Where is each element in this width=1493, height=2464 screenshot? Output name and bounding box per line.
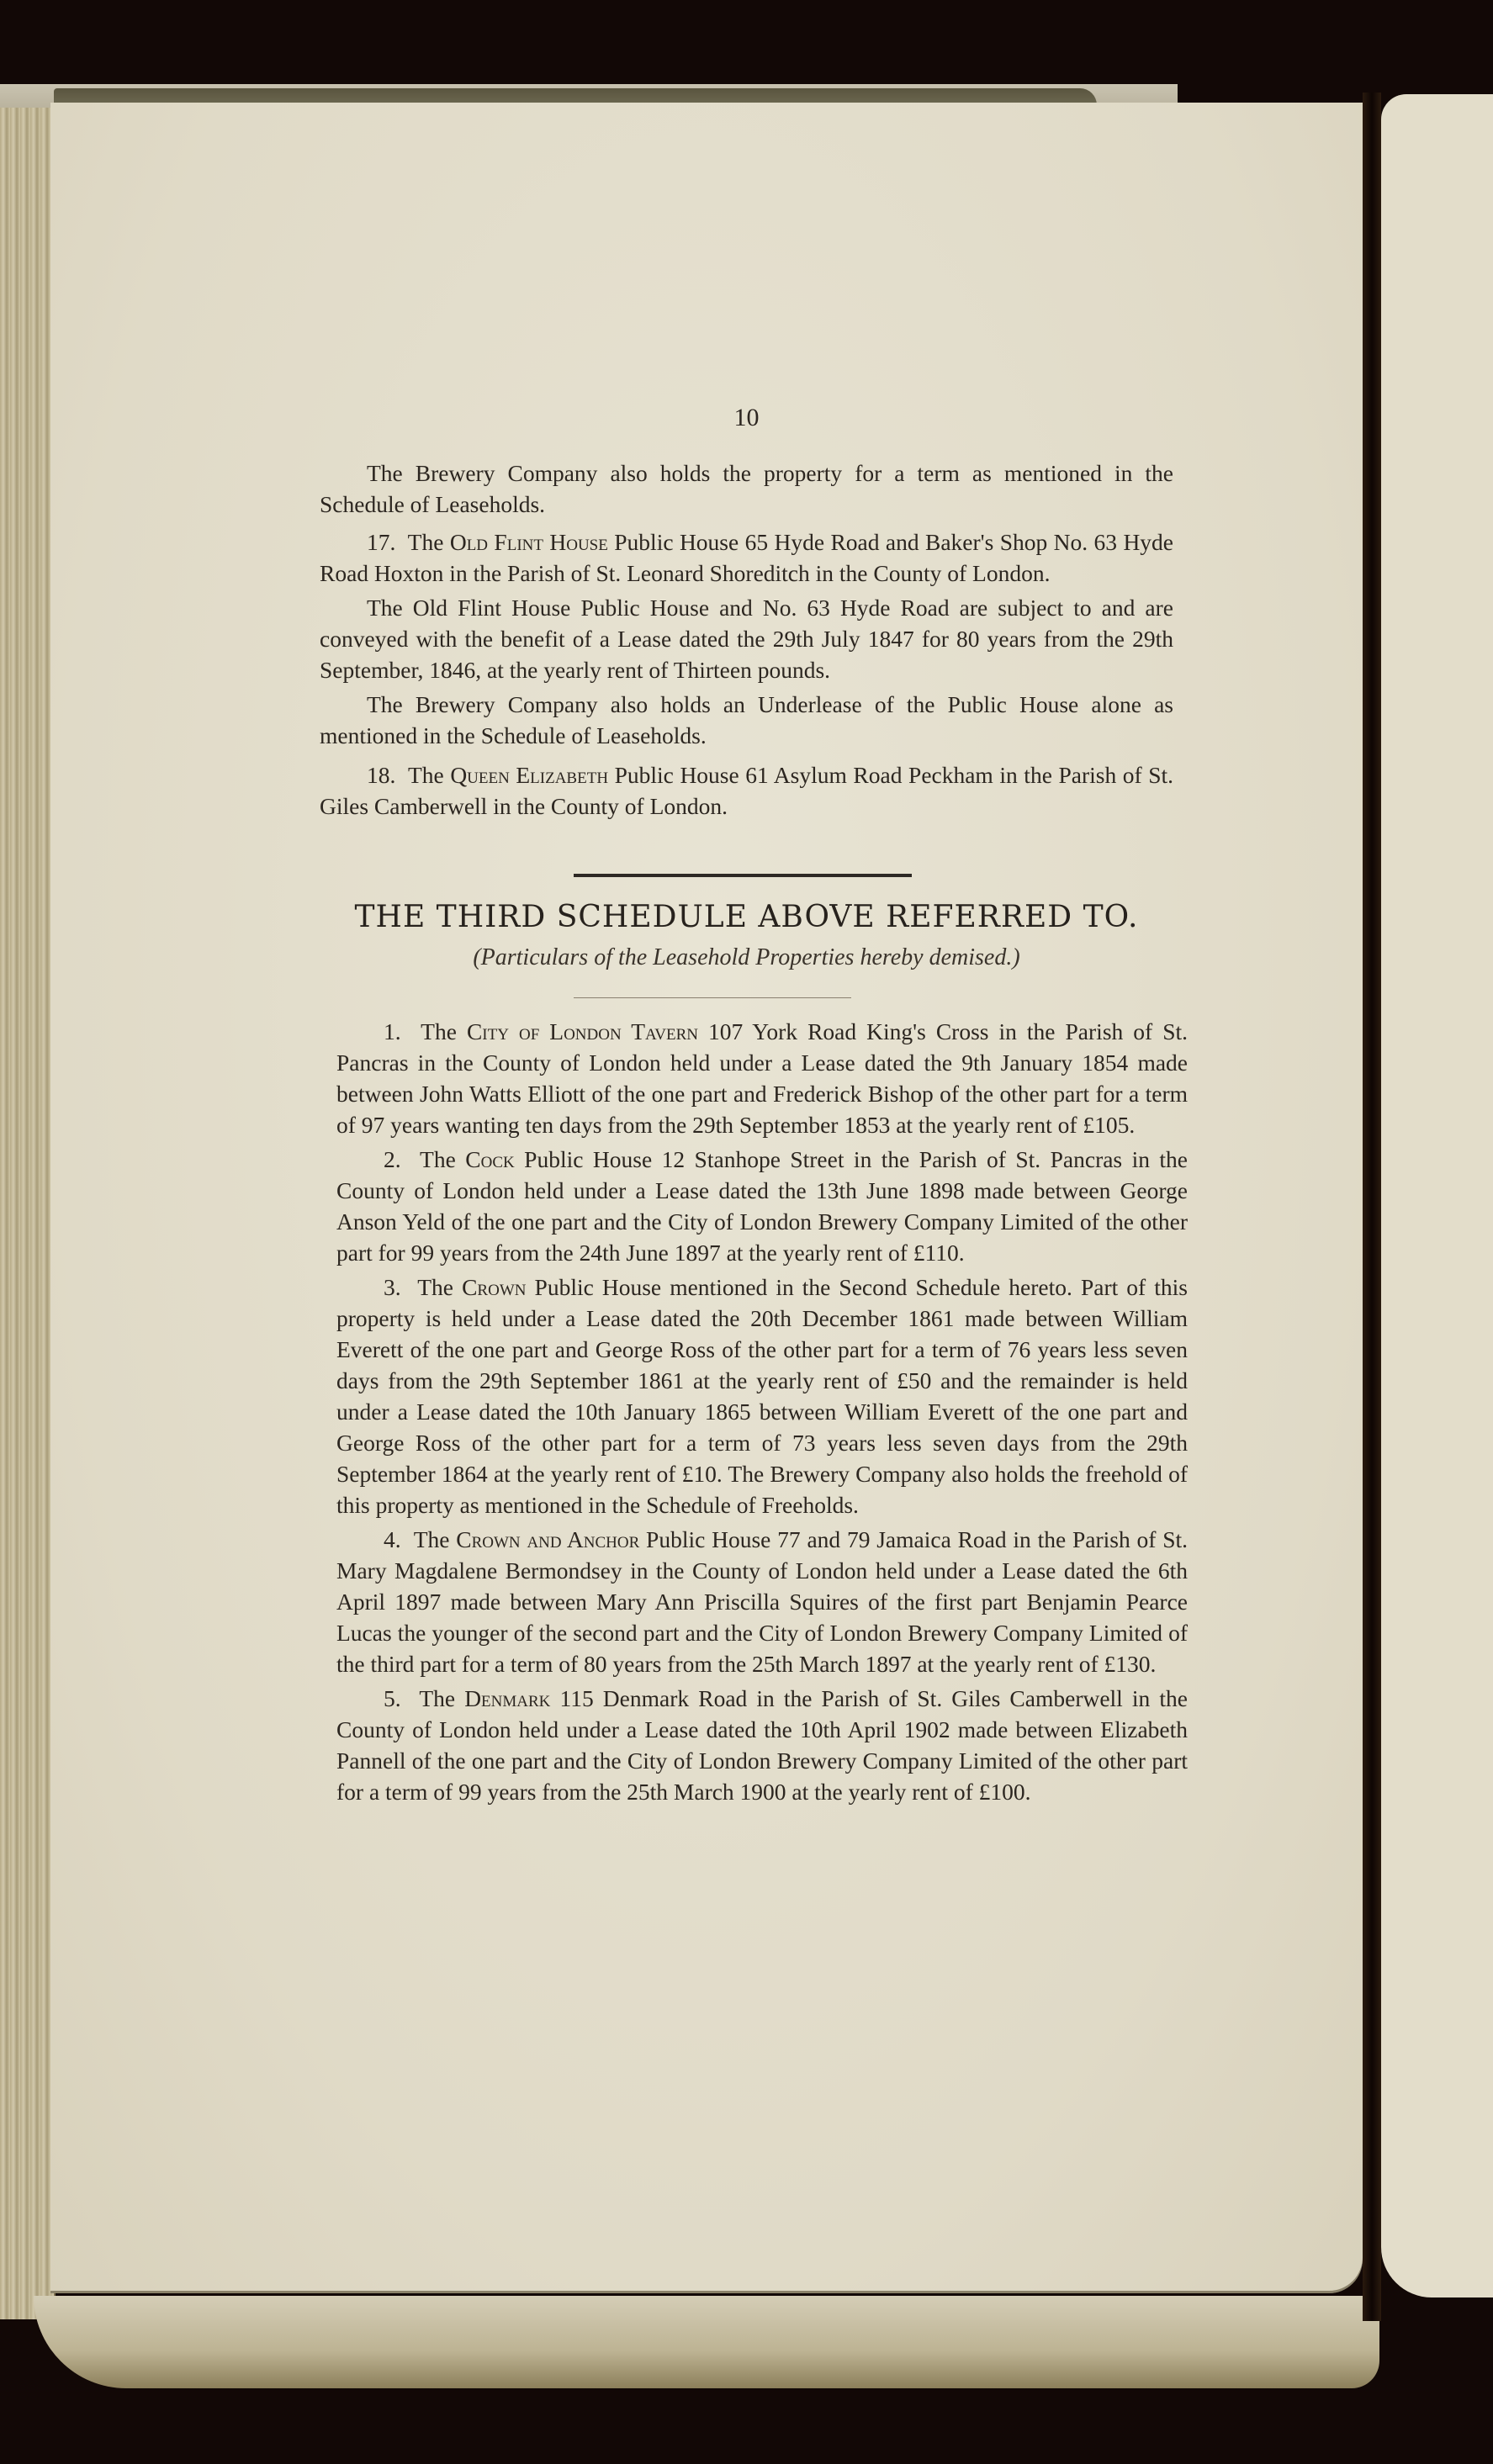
item-lead: The [421, 1018, 457, 1044]
section-divider [574, 874, 912, 877]
schedule-subheading: (Particulars of the Leasehold Properties hereby demised.) [473, 944, 1020, 970]
schedule-item [336, 1016, 1188, 1140]
schedule-item [336, 1272, 1188, 1520]
facing-page [1381, 94, 1493, 2297]
item-number: 1. [384, 1018, 401, 1044]
lease-note-paragraph: The Old Flint House Public House and No. 63 Hyde Road are subject to and are conveyed with the benefit of a Lease dated the 29th July 1847 for 80 years from the 29th September, 1846, at the yearly rent of Thirteen pounds. [320, 595, 1173, 683]
property-name: Old Flint House [449, 529, 608, 555]
subheading-divider [574, 997, 851, 998]
item-text: 115 Denmark Road in the Parish of St. Giles Camberwell in the County of London held under a Lease dated the 10th April 1902 made between Elizabeth Pannell of the one part and the City of London Brewery Company Limited of the other part for a term of 99 years from the 25th March 1900 at the yearly rent of £100. [336, 1685, 1188, 1805]
item-text: Public House 77 and 79 Jamaica Road in the Parish of St. Mary Magdalene Bermondsey in the County of London held under a Lease dated the 6th April 1897 made between Mary Ann Priscilla Squires of the first part Benjamin Pearce Lucas the younger of the second part and the City of London Brewery Company Limited of the third part for a term of 80 years from the 25th March 1897 at the yearly rent of £130. [336, 1526, 1189, 1677]
item-text: Public House 65 Hyde Road and Baker's Shop No. 63 Hyde Road Hoxton in the Parish of St. Leonard Shoreditch in the County of London. [320, 529, 1174, 586]
item-lead: The [420, 1146, 456, 1172]
continued-paragraph: The Brewery Company also holds the property for a term as mentioned in the Schedule of Leaseholds. [320, 460, 1173, 517]
schedule-item [336, 1524, 1188, 1679]
property-name: Crown and Anchor [456, 1526, 640, 1552]
item-number: 4. [384, 1526, 401, 1552]
item-number: 17. [367, 529, 396, 555]
property-name: Cock [465, 1146, 515, 1172]
item-text: 107 York Road King's Cross in the Parish of St. Pancras in the County of London held under a Lease dated the 9th January 1854 made between John Watts Elliott of the one part and Frederick Bishop of the other part for a term of 97 years wanting ten days from the 29th September 1853 at the yearly rent of £105. [336, 1018, 1189, 1138]
property-name: Crown [462, 1274, 527, 1300]
item-number: 2. [384, 1146, 401, 1172]
item-number: 5. [384, 1685, 401, 1711]
item-lead: The [417, 1274, 454, 1300]
book-gutter [1363, 93, 1381, 2321]
property-name: City of London Tavern [466, 1018, 699, 1044]
item-text: Public House 12 Stanhope Street in the Parish of St. Pancras in the County of London held under a Lease dated the 13th June 1898 made between George Anson Yeld of the one part and the City of London Brewery Company Limited of the other part for 99 years from the 24th June 1897 at the yearly rent of £110. [336, 1146, 1189, 1266]
schedule-item-17 [320, 526, 1173, 589]
item-lead: The [407, 762, 444, 788]
schedule-heading: THE THIRD SCHEDULE ABOVE REFERRED TO. [354, 900, 1139, 934]
item-lead: The [413, 1526, 450, 1552]
property-name: Denmark [464, 1685, 551, 1711]
page-number: 10 [733, 404, 760, 431]
item-lead: The [407, 529, 444, 555]
item-lead: The [419, 1685, 456, 1711]
schedule-item-18 [320, 759, 1173, 822]
item-text: Public House mentioned in the Second Schedule hereto. Part of this property is held under a Lease dated the 20th December 1861 made between William Everett of the one part and George Ross of the other part for a term of 76 years less seven days from the 29th September 1861 at the yearly rent of £50 and the remainder is held under a Lease dated the 10th January 1865 between William Everett of the one part and George Ross of the other part for a term of 73 years less seven days from the 29th September 1864 at the yearly rent of £10. The Brewery Company also holds the freehold of this property as mentioned in the Schedule of Freeholds. [336, 1274, 1188, 1518]
schedule-item [336, 1144, 1188, 1268]
schedule-item [336, 1683, 1188, 1807]
underlease-note-paragraph: The Brewery Company also holds an Underlease of the Public House alone as mentioned in the Schedule of Leaseholds. [320, 691, 1173, 748]
item-text: Public House 61 Asylum Road Peckham in the Parish of St. Giles Camberwell in the County of London. [320, 762, 1174, 819]
page-bottom-curl [34, 2296, 1379, 2388]
book-page-edges [0, 108, 56, 2319]
second-schedule-continuation [320, 457, 1173, 822]
item-number: 18. [367, 762, 396, 788]
third-schedule-items [336, 1016, 1188, 1811]
item-number: 3. [384, 1274, 401, 1300]
property-name: Queen Elizabeth [450, 762, 609, 788]
